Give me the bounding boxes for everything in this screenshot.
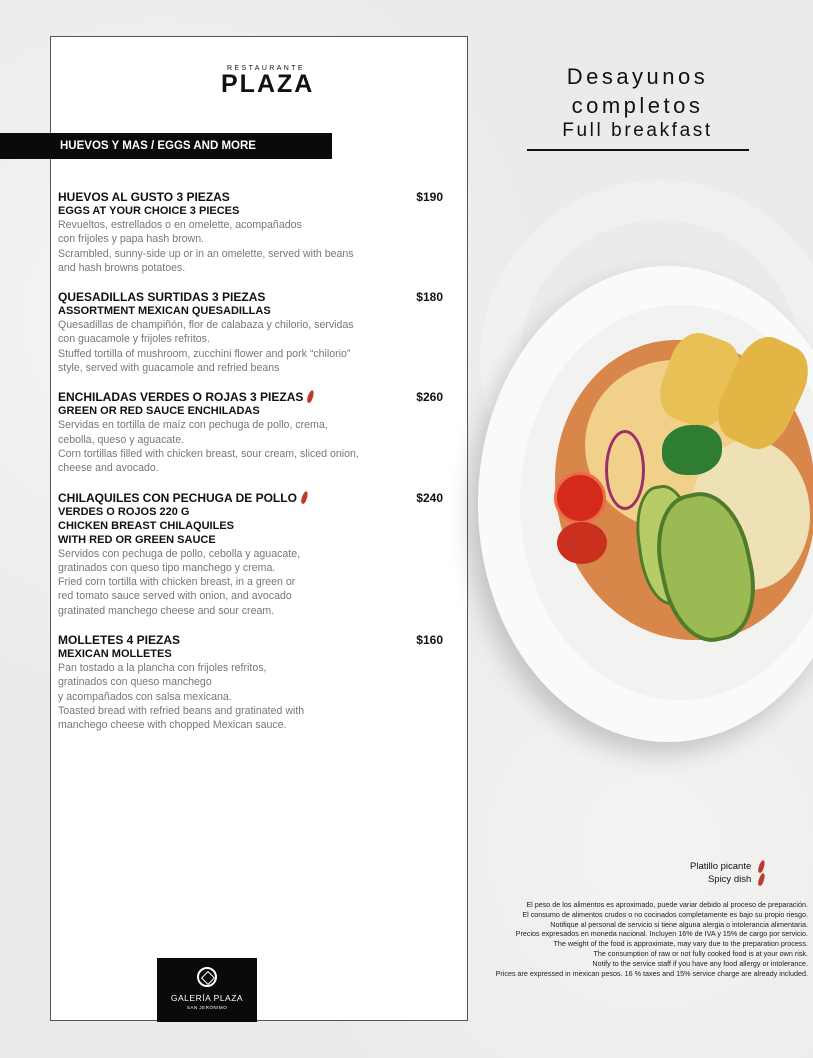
chili-pepper-icon [300, 490, 309, 504]
menu-item-title-text: CHILAQUILES CON PECHUGA DE POLLO [58, 490, 297, 505]
menu-item-description: con frijoles y papa hash brown. [58, 233, 205, 246]
menu-item [58, 491, 443, 618]
heading-divider [527, 149, 749, 151]
disclaimer-line: Notifique al personal de servicio si tiene alguna alergia o intolerancia alimentaria. [550, 919, 808, 929]
menu-item-description: Fried corn tortilla with chicken breast, in a green or [58, 576, 296, 589]
section-header: HUEVOS Y MAS / EGGS AND MORE [0, 133, 332, 159]
disclaimer-line: El consumo de alimentos crudos o no cocinados completamente es bajo su propio riesgo. [522, 909, 808, 919]
disclaimer-line: The weight of the food is approximate, may vary due to the preparation process. [553, 939, 808, 949]
menu-item-description: y acompañados con salsa mexicana. [58, 690, 232, 703]
legend-spicy-es: Platillo picante [690, 861, 752, 872]
menu-item [58, 633, 443, 732]
galeria-plaza-name: GALERÍA PLAZA [170, 993, 244, 1003]
disclaimer-line: Notify to the service staff if you have any food allergy or intolerance. [592, 958, 808, 968]
menu-item-description: and hash browns potatoes. [58, 261, 186, 274]
menu-item-subtitle: EGGS AT YOUR CHOICE 3 PIECES [58, 205, 240, 217]
heading-line-2: completos [571, 93, 704, 118]
menu-item-title [58, 390, 313, 404]
menu-item-subtitle: ASSORTMENT MEXICAN QUESADILLAS [58, 305, 271, 318]
heading-line-1: Desayunos [566, 64, 709, 89]
restaurant-logo [221, 65, 315, 98]
menu-item-description: red tomato sauce served with onion, and avocado [58, 590, 292, 603]
menu-item-description: Servidas en tortilla de maíz con pechuga de pollo, crema, [58, 419, 328, 432]
menu-item-title-text: MOLLETES 4 PIEZAS [58, 633, 181, 648]
menu-item-description: Revueltos, estrellados o en omelette, acompañados [58, 219, 302, 231]
menu-item-title-text: HUEVOS AL GUSTO 3 PIEZAS [58, 190, 230, 204]
legend-spicy-en: Spicy dish [707, 874, 752, 885]
menu-item-description: Pan tostado a la plancha con frijoles refritos, [58, 662, 267, 675]
chili-pepper-icon [757, 873, 766, 887]
dish-photo-tomato [554, 472, 606, 524]
dish-photo-tomato-2 [557, 522, 607, 564]
menu-item-description: manchego cheese with chopped Mexican sauce. [58, 719, 287, 732]
chili-pepper-icon [757, 860, 766, 874]
menu-item-subtitle: GREEN OR RED SAUCE ENCHILADAS [58, 405, 260, 418]
menu-item-description: cheese and avocado. [58, 462, 159, 475]
galeria-plaza-sub: SAN JERÓNIMO [186, 1005, 228, 1010]
page-heading [520, 62, 755, 151]
menu-item [58, 290, 443, 375]
menu-item-subtitle: WITH RED OR GREEN SAUCE [58, 533, 216, 546]
menu-item-description: style, served with guacamole and refried beans [58, 362, 280, 375]
menu-item-title [58, 491, 307, 505]
menu-item-description: Scrambled, sunny-side up or in an omelette, served with beans [58, 247, 354, 260]
menu-item-title [58, 633, 180, 647]
menu-item-description: Servidos con pechuga de pollo, cebolla y aguacate, [58, 547, 301, 560]
heading-line-3: Full breakfast [562, 120, 713, 141]
menu-item-price: $260 [416, 390, 443, 405]
menu-item-description: con guacamole y frijoles refritos. [58, 333, 210, 346]
menu-item-description: gratinated manchego cheese and sour cream. [58, 604, 275, 617]
menu-item-subtitle: CHICKEN BREAST CHILAQUILES [58, 519, 235, 532]
menu-item-description: Corn tortillas filled with chicken breast, sour cream, sliced onion, [58, 447, 359, 460]
galeria-plaza-logo [157, 958, 257, 1022]
menu-item-subtitle: VERDES O ROJOS 220 G [58, 505, 190, 518]
menu-item-price: $180 [416, 290, 443, 305]
dish-photo-onion [605, 430, 645, 510]
menu-items-list [58, 190, 443, 748]
menu-item-price: $190 [416, 190, 443, 204]
chili-pepper-icon [307, 390, 316, 404]
dish-photo-cilantro [662, 425, 722, 475]
menu-item-title-text: ENCHILADAS VERDES O ROJAS 3 PIEZAS [58, 390, 304, 405]
disclaimer-line: Prices are expressed in mexican pesos. 16 % taxes and 15% service charge are already included. [495, 968, 808, 978]
menu-item [58, 390, 443, 475]
menu-item-price: $160 [416, 633, 443, 648]
disclaimer-line: The consumption of raw or not fully cooked food is at your own risk. [593, 948, 808, 958]
menu-item-description: Quesadillas de champiñón, flor de calabaza y chilorio, servidas [58, 319, 354, 332]
menu-item-title-text: QUESADILLAS SURTIDAS 3 PIEZAS [58, 290, 266, 305]
menu-item-price: $240 [416, 490, 443, 505]
disclaimer [470, 900, 808, 978]
menu-item-description: Toasted bread with refried beans and gratinated with [58, 704, 305, 717]
menu-item-title [58, 190, 230, 204]
menu-item-description: gratinados con queso tipo manchego y crema. [58, 561, 276, 574]
spicy-legend [690, 860, 764, 886]
disclaimer-line: Precios expresados en moneda nacional. Incluyen 16% de IVA y 15% de cargo por servicio. [515, 929, 808, 939]
menu-item-description: cebolla, queso y aguacate. [58, 433, 185, 446]
menu-item-description: gratinados con queso manchego [58, 676, 212, 689]
menu-item-title [58, 290, 265, 304]
galeria-plaza-logo-icon [197, 967, 217, 987]
menu-item-description: Stuffed tortilla of mushroom, zucchini flower and pork “chilorio” [58, 347, 351, 360]
logo-main-text: PLAZA [221, 70, 315, 98]
menu-item [58, 190, 443, 275]
logo-top-text: RESTAURANTE [227, 65, 305, 72]
menu-item-subtitle: MEXICAN MOLLETES [58, 648, 172, 661]
disclaimer-line: El peso de los alimentos es aproximado, puede variar debido al proceso de preparación. [526, 900, 808, 909]
